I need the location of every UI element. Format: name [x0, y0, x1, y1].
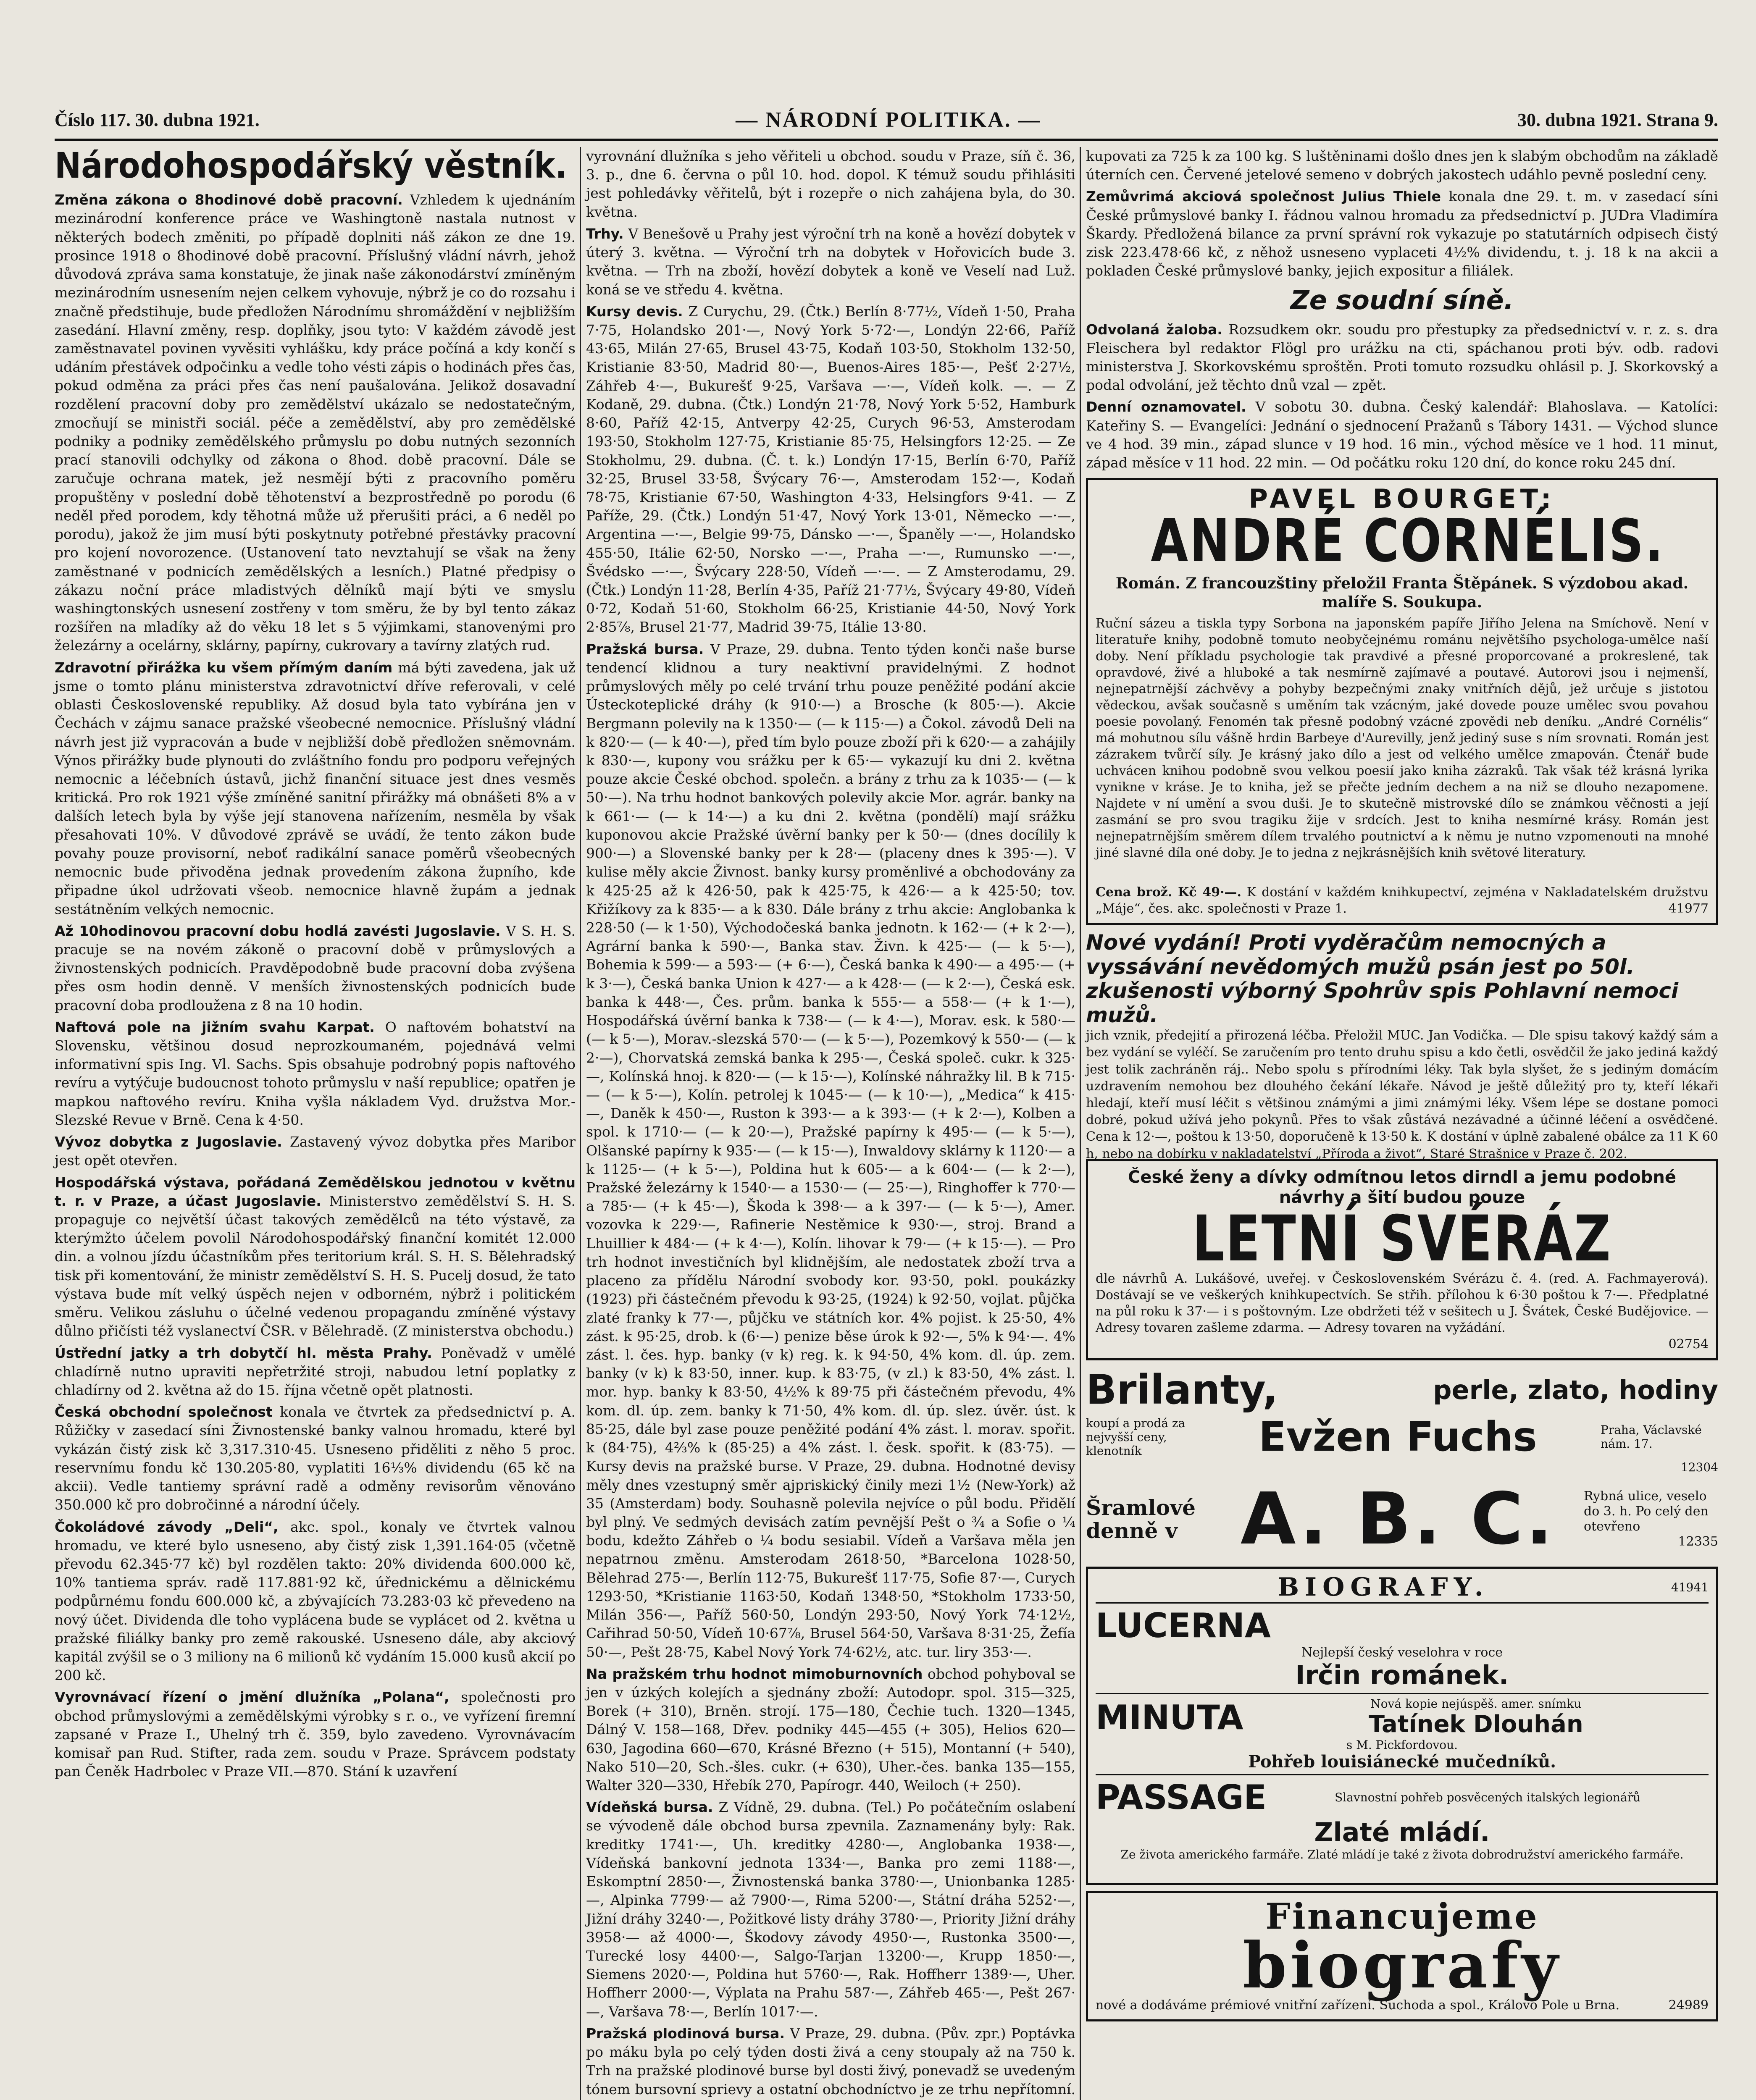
ad-price-text: K dostání v každém knihkupectví, zejména v Nakladatelském družstvu „Máje“, čes. akc. společnosti v Praze 1. [1096, 885, 1709, 916]
cinema-passage-film: Zlaté mládí. [1314, 1817, 1490, 1848]
article [55, 922, 576, 1015]
ad-subtitle: Román. Z francouzštiny přeložil Franta Štěpánek. S výzdobou akad. malíře S. Soukupa. [1115, 575, 1689, 612]
article-text: V Praze, 29. dubna. Tento týden konči naše burse tendencí klidnou a tury neaktivní pravidelnými. Z hodnot průmyslových měly po celé trvání trhu pouze peněžité podání akcie Ústeckoteplické dráhy (k 910·—) a Brosche (k 805·—). Akcie Bergmann polevily na k 1350·— (— k 115·—) a Čokol. závodů Deli na k 820·— (— k 40·—), před tím bylo pouze zboží při k 620·— a zahájily k 830·—, kupony vou srážku per k 65·— vykazují ku dni 2. května pouze akcie České obchod. společn. a brány z trhu za k 1035·— (— k 50·—). Na trhu hodnot bankových polevily akcie Mor. agrár. banky na k 661·— (— k 14·—) a ku dni 2. května (pondělí) mají srážku kuponovou akcie Pražské úvěrní banky per k 50·— (dnes docílily k 900·—) a Slovenské banky per k 28·— (placeny dnes k 395·—). V kulise měly akcie Živnost. banky kursy proměnlivé a obchodovány za k 425·25 až k 426·50, pak k 425·75, k 426·— a k 425·50; tov. Křižíkovy za k 835·— a k 830. Dále brány z trhu akcie: Anglobanka k 228·50 (— k 1·50), Východočeská banka jednotn. k 162·— (+ k 2·—), Agrární banka k 590·—, Banka stav. Živn. k 425·— (— k 5·—), Bohemia k 599·— a 593·— (+ 6·—), Česká banka k 490·— a 495·— (+ k 3·—), Česká banka Union k 427·— a k 428·— (— k 2·—), Česká esk. banka k 448·—, Čes. prům. banka k 555·— a 558·— (+ k 1·—), Hospodářská úvěrní banka k 738·— (— k 4·—), Morav. esk. k 580·— (— k 5·—), Morav.-slezská 570·— (— k 5·—), Pozemkový k 550·— (— k 2·—), Chorvatská zemská banka k 295·—, Česká společ. cukr. k 325·—, Kolínská hnoj. k 820·— (— k 15·—), Kolínské náhražky lil. B k 715·— (— k 5·—), Kolín. petrolej k 1045·— (— k 10·—), „Medica“ k 415·—, Daněk k 450·—, Ruston k 393·— a k 393·— (+ k 2·—), Kolben a spol. k 1710·— (— k 20·—), Pražské papírny k 495·— (— k 5·—), Olšanské papírny k 935·— (— k 15·—), Inwaldovy sklárny k 1120·— a k 1125·— (+ k 5·—), Poldina hut k 605·— a k 604·— (— k 2·—), Pražské železárny k 1540·— a 1530·— (— 25·—), Ringhoffer k 770·— a 785·— (+ k 45·—), Škoda k 398·— a k 397·— (— k 5·—), Amer. vozovka k 229·—, Rafinerie Nestěmice k 930·—, stroj. Brand a Lhuillier k 484·— (+ k 4·—), Kolín. lihovar k 79·— (+ k 15·—). — Pro trh hodnot investičních byl klidnějším, ale nedostatek zboží trva a placeno za přídělu Národní svobody kor. 93·50, pokl. poukázky (1923) při částečném převodu k 93·25, (1924) k 92·50, vojlat. půjčka zlaté franky k 77·—, půjčku ve státních kor. 4% pojist. k 25·50, 4% zást. k 95·25, drob. k (6·—) penize běse úrok k 92·—, 5% k 94·—. 4% zást. l. čes. hyp. banky (v k) reg. k. k 94·50, 4% kom. dl. úp. zem. banky (v k) k 83·50, inner. kup. k 83·75, (v zl.) k 83·50, 4% zást. l. mor. hyp. banky k 83·50, 4½% k 89·75 při částečném převodu, 4% kom. dl. úp. zem. banky k 71·50, 4% kom. dl. úp. slez. úvěr. úst. k 85·25, dále byl zase pouze peněžité podání 4% zást. l. morav. spořit. k (84·75), 4⅔% k (85·25) a 4% zást. l. česk. spořit. k (83·75). — Kursy devis na pražské burse. V Praze, 29. dubna. Hodnotné devisy měly dnes vzestupný směr ajpriskický činily mezi 1½ (New-York) až 35 (Amsterdam) body. Souhasně polevila nejvíce o půl bodu. Přidělí byl plný. Ve sedmých devisách zatím pevnější Pešt o ¾ a Sofie o ¼ bodu, kdežto Záhřeb o ¼ bodu sesiabil. Vídeň a Varšava měla jen nepatrnou změnu. Amsterodam 2618·50, *Barcelona 1028·50, Bělehrad 275·—, Berlín 112·75, Bukurešť 117·75, Sofie 87·—, Curych 1293·50, *Kristianie 1163·50, Kodaň 1348·50, *Stokholm 1733·50, Milán 356·—, Paříž 560·50, Londýn 293·50, Nový York 74·12½, Cařihrad 50·50, Vídeň 10·67⅞, Brusel 564·50, Varšava 8·31·25, Žefía 50·—, Pešt 28·75, Kabel Nový York 74·62½, atc. tur. liry 353·—. [586, 640, 1076, 1660]
ad-price-line [1096, 884, 1709, 917]
cinema-minuta: MINUTA [1096, 1698, 1243, 1737]
article-heading: Ústřední jatky a trh dobytčí hl. města Prahy. [55, 1344, 432, 1361]
article-text: konala dne 29. t. m. v zasedací síni České průmyslové banky I. řádnou valnou hromadu za předsednictví p. JUDra Vladimíra Škardy. Předložená bilance za první správní rok vykazuje po statutárních odpisech čistý zisk 223.478·66 kč, z něhož usneseno vyplaceti 4½% dividendu, t. j. 18 k na akcii a pokladen České průmyslové banky, jejich expositur a filiálek. [1086, 188, 1718, 279]
ad-headline: České ženy a dívky odmítnou letos dirndl a jemu podobné návrhy a šití budou pouze [1128, 1168, 1676, 1208]
cinema-passage-small: Slavnostní pohřeb posvěcených italských legionářů [1335, 1790, 1640, 1805]
ad-code: 12335 [1678, 1534, 1718, 1549]
article [55, 1133, 576, 1170]
header-issue: Číslo 117. 30. dubna 1921. [55, 109, 260, 130]
page-header [55, 105, 1718, 134]
article-text: Ministerstvo zemědělství S. H. S. propaguje co největší účast takových zemědělců na této výstavě, za kterýmžto účelem povolil Národohospodářský finanční komitét 12.000 din. a volnou jízdu účastníkům přes teritorium král. S. H. S. Bělehradský tisk při komentování, že ministr zemědělství S. H. S. Pucelj dosud, že tato výstava bude mít velký úspěch nejen v odborném, nýbrž i politickém směru. Velikou zásluhu o účelné vedenou propagandu zmíněné výstavy důlno přičísti též vyslanectví ČSR. v Bělehradě. (Z ministerstva obchodu.) [55, 1192, 576, 1339]
ad-right-text-value: Rybná ulice, veselo do 3. h. Po celý den otevřeno [1583, 1489, 1709, 1534]
ad-name: Evžen Fuchs [1259, 1413, 1537, 1461]
ad-code: 41941 [1671, 1580, 1709, 1594]
article-heading: Odvolaná žaloba. [1086, 321, 1222, 338]
article-text: Poněvadž v umělé chladírně nutno upraviti nepřetržité stroji, nabudou letní poplatky z chladírny od 2. května až do 15. října včetně opět platnosti. [55, 1344, 576, 1398]
ad-body [1096, 1997, 1709, 2013]
article [55, 1688, 576, 1781]
ad-left-text: Šramlové denně v [1086, 1495, 1196, 1544]
article-text: obchod pohyboval se jen v úzkých kolejích a sjednány zboží: Autodopr. spol. 315—325, Borek (+ 310), Brněn. strojí. 175—180, Čechie tuch. 1320—1345, Dálný V. 158—168, Dřev. podniky 445—455 (+ 305), Helios 620—630, Jagodina 660—670, Krásné Březno (+ 515), Montanní (+ 540), Nako 510—20, Sch.-šles. cukr. (+ 630), Uher.-čes. banka 135—155, Walter 320—330, Hřebík 270, Papírogr. 440, Weiloch (+ 250). [586, 1665, 1075, 1794]
cinema-lucerna: LUCERNA [1096, 1606, 1271, 1646]
ad-body: dle návrhů A. Lukášové, uveřej. v Československém Svérázu č. 4. (red. A. Fachmayerová). Dostávají se ve veškerých knihkupectvích. Se střih. přílohou k 6·30 poštou k 7·—. Předplatné na půl roku k 37·— i s poštovným. Lze obdržeti též v sešitech u J. Švátek, České Budějovice. — Adresy tovaren zašleme zdarma. — Adresy tovaren na vyžádání. [1096, 1271, 1709, 1336]
article [55, 1173, 576, 1341]
ad-code: 02754 [1668, 1337, 1709, 1352]
ad-headline: Financujeme [1265, 1895, 1539, 1937]
article-heading: Na pražském trhu hodnot mimoburnovních [586, 1665, 923, 1682]
cinema-minuta-program [1243, 1697, 1709, 1738]
article-heading: Vyrovnávací řízení o jmění dlužníka „Polana“, [55, 1689, 450, 1706]
section-title: Národohospodářský věstník. [55, 145, 568, 186]
article [586, 2024, 1075, 2100]
article-text: společnosti pro obchod průmyslovými a zemědělskými výrobky s r. o., ve vyřízení firemní zapsané v Praze I., Uhelný trh č. 359, bylo zavedeno. Vyrovnávacím komisař pan Rud. Stifter, rada zem. soudu v Praze. Správcem podstaty pan Čeněk Hadrbolec v Praze VII.—870. Stání k uzavření [55, 1689, 576, 1780]
article-text: Zastavený vývoz dobytka přes Maribor jest opět otevřen. [55, 1134, 576, 1169]
ad-code: 12304 [1680, 1460, 1718, 1475]
article-text: má býti zavedena, jak už jsme o tomto plánu ministerstva zdravotnictví dříve referovali, v celé oblasti Československé republiky. Až dosud byla tato vybírána jen v Čechách v zájmu sanace pražské všeobecné nemocnice. Příslušný vládní návrh jest již vypracován a bude v nejbližší době předložen sněmovnám. Výnos přirážky bude plynouti do zvláštního fondu pro podporu veřejných nemocnic a léčebních ústavů, jichž finanční situace jest dnes vesměs kritická. Pro rok 1921 výše zmíněné sanitní přirážky má obnášeti 8% a v dalších letech byla by výše její stanovena nařízením, nesměla by však přesahovati 10%. V důvodové zprávě se uvádí, že tento zákon bude povahy pouze provisorní, neboť radikální sanace poměrů všeobecných nemocnic bude přivoděna jednak provedením zákona župního, kde připadne úkol udržovati všeob. nemocnice hlavně župám a jednak sestátněním velkých nemocnic. [55, 659, 576, 917]
header-rule [55, 139, 1718, 141]
ad-title: biografy [1243, 1929, 1561, 2003]
article-heading: Až 10hodinovou pracovní dobu hodlá zavésti Jugoslavie. [55, 922, 501, 939]
column-3 [1086, 147, 1718, 2100]
article [55, 191, 576, 655]
ad-title: LETNÍ SVÉRÁZ [1192, 1202, 1612, 1276]
article-heading: Kursy devis. [586, 303, 683, 320]
cinema-minuta-sub: s M. Pickfordovou. [1346, 1738, 1458, 1752]
cinema-minuta-film2: Pohřeb louisiánecké mučedníků. [1248, 1752, 1556, 1772]
article-heading: Česká obchodní společnost [55, 1404, 273, 1420]
article-heading: Hospodářská výstava, pořádaná Zemědělskou jednotou v květnu t. r. v Praze, a účast Jugoslavie. [55, 1174, 576, 1209]
article [1086, 398, 1718, 472]
article [586, 147, 1075, 221]
article [586, 1798, 1075, 2021]
cinema-minuta-small: Nová kopie nejúspěš. amer. snímku [1370, 1697, 1582, 1711]
article [55, 1518, 576, 1685]
ad-title: A. B. C. [1240, 1478, 1556, 1561]
advertisement-jeweller [1086, 1366, 1718, 1474]
article [586, 225, 1075, 299]
article [1086, 320, 1718, 395]
advertisement-cinemas [1086, 1567, 1718, 1885]
article [1086, 187, 1718, 280]
ad-small-text: koupí a prodá za nejvyšší ceny, klenotník [1086, 1416, 1186, 1458]
article-text: vyrovnání dlužníka s jeho věřiteli u obchod. soudu v Praze, síň č. 36, 3. p., dne 6. června o půl 10. hod. dopol. K témuž soudu přihlásiti jest pohledávky věřitelů, být i rozepře o nich zahájena byla, do 30. května. [586, 148, 1075, 220]
article-heading: Zdravotní přirážka ku všem přímým daním [55, 659, 393, 676]
ad-right-text [1584, 1489, 1718, 1549]
article-text: akc. spol., konaly ve čtvrtek valnou hromadu, ve které bylo usneseno, aby čistý zisk 1,391.164·05 (včetně převodu 62.345·77 kč) byl rozdělen takto: 20% dividenda 600.000 kč, 10% tantiema správ. radě 117.881·92 kč, úřednickému a dělnickému podpůrnému fondu 600.000 kč, a zbývajících 73.283·03 kč převedeno na nový účet. Dividenda dle toho vyplácena bude se vyplácet od 2. května u pražské filiálky banky pro země rakouské. Usneseno dále, aby akciový kapitál zvýšil se o 3 miliony na 6 milionů kč vydáním 15.000 kusů akcií po 200 kč. [55, 1518, 576, 1684]
article [586, 1665, 1075, 1795]
ad-word-brilanty: Brilanty, [1086, 1366, 1278, 1414]
article-heading: Zemůvrimá akciová společnost Julius Thiele [1086, 188, 1441, 205]
ad-book-title: ANDRÉ CORNÉLIS. [1151, 507, 1665, 576]
ad-body-text: nové a dodáváme prémiové vnitřní zařízení. Suchoda a spol., Královo Pole u Brna. [1096, 1998, 1620, 2013]
article-text: V S. H. S. pracuje se na novém zákoně o pracovní době v průmyslových a živnostenských podnicích. Pravděpodobně bude pracovní doba zvýšena přes osm hodin denně. V menších živnostenských podnicích bude pracovní doba prodloužena z 8 na 10 hodin. [55, 922, 576, 1013]
ad-code: 24989 [1668, 1998, 1709, 2013]
article [55, 1018, 576, 1129]
article-heading: Pražská plodinová bursa. [586, 2025, 785, 2042]
article-heading: Denní oznamovatel. [1086, 399, 1246, 415]
advertisement-fashion [1086, 1159, 1718, 1360]
ad-code: 41977 [1668, 901, 1709, 916]
cinema-passage-sub: Ze života amerického farmáře. Zlaté mládí je také z života dobrodružství amerického farmáře. [1120, 1848, 1684, 1862]
article-heading: Čokoládové závody „Deli“, [55, 1518, 279, 1535]
advertisement-finance [1086, 1891, 1718, 2021]
article [55, 1403, 576, 1514]
section-title-court: Ze soudní síně. [1290, 284, 1514, 315]
ad-price: Cena brož. Kč 49·—. [1096, 885, 1241, 900]
cinema-passage: PASSAGE [1096, 1778, 1267, 1817]
article-text: O naftovém bohatství na Slovensku, většinou dosud neprozkoumaném, pojednává velmi informativní spis Ing. Vl. Sachs. Spis obsahuje podrobný popis naftového revíru a vytýčuje budoucnost tohoto průmyslu v naší republice; opatřen je mapkou naftového revíru. Kniha vyšla nákladem Vyd. družstva Mor.-Slezské Revue v Brně. Cena k 4·50. [55, 1018, 576, 1128]
article-text: konala ve čtvrtek za předsednictví p. A. Růžičky v zasedací síni Živnostenské banky valnou hromadu, které byl vykázán čistý zisk kč 3,317.310·45. Usneseno přiděliti z něho 5 proc. reservnímu fondu kč 130.205·80, vyplatiti 16⅓% dividendu (65 kč na akcii). Vedle tantiemy správní radě a odměny revisorům věnováno 350.000 kč pro dobročinné a národní účely. [55, 1404, 576, 1513]
column-2 [586, 147, 1075, 2100]
article [586, 302, 1075, 637]
header-masthead: — NÁRODNÍ POLITIKA. — [736, 108, 1041, 132]
column-1 [55, 147, 576, 2100]
article-text: Rozsudkem okr. soudu pro přestupky za předsednictví v. r. z. s. dra Fleischera byl redaktor Flögl pro urážku na cti, spáchanou proti býv. odb. radovi ministerstva J. Skorkovskému sproštěn. Proti tomuto rozsudku ohlásil p. J. Skorkovský a podal odvolání, jež těchto dnů vzal — zpět. [1086, 321, 1718, 394]
ad-word-items: perle, zlato, hodiny [1433, 1374, 1718, 1405]
advertisement-health-book [1086, 930, 1718, 1161]
cinema-lucerna-film: Irčin románek. [1295, 1660, 1509, 1691]
ad-body: Ruční sázeu a tiskla typy Sorbona na japonském papíře Jiřího Jelena na Smíchově. Není v literatuře knihy, podobně tomuto neobyčejnému románu největšího psychologa-umělce naší doby. Není příkladu psychologie tak pravdivé a přesné proporcované a prokreslené, tak opravdové, živé a hluboké a tak nesmírně zajímavé a poutavé. Autorovi jsou i nejmenší, nejnepatrnější záchvěvy a pohyby bezpečnými znaky vnitřních dějů, jež určuje s jistotou vědeckou, avšak současně s uměním tak vzácným, jaké dovede pouze umělec svou povahou poesie povolaný. Fenomén tak přesně podobný vzácné zpovědi neb deníku. „André Cornélis“ má mohutnou sílu vášně hrdin Barbeye d'Aurevilly, jenž jediný suse s ním srovnati. Román jest zázrakem tvůrčí síly. Je krásný jako dílo a jest od velkého umělce zmapován. Čtenář bude uchvácen knihou podobně svou velkou poesií jako kniha zázraků. Tak však též krásná lyrika vynikne v kráse. Je to kniha, jež se přečte jedním dechem a na niž se dlouho nezapomene. Najdete v ní umění a svou duši. Je to skutečně mistrovské dílo se známkou věčnosti a její zasmání se pro svou tragiku žije v srdcích. Jest to kniha nesmírné krásy. Román jest nejnepatrnějším směrem dílem trvalého poutnictví a k němu je nutno vzpomenouti na mnohé jiné slavné díla oné doby. Je to jedna z nejkrásnějších knih světové literatury. [1096, 616, 1709, 861]
article-heading: Vývoz dobytka z Jugoslavie. [55, 1134, 282, 1150]
ad-headline: Nové vydání! Proti vyděračům nemocných a vyssávání nevědomých mužů psán jest po 50l. zkušenosti výborný Spohrův spis Pohlavní nemoci mužů. [1086, 930, 1679, 1027]
article-text: V Praze, 29. dubna. (Pův. zpr.) Poptávka po máku byla po celý týden dosti živá a ceny stoupaly až na 750 k. Trh na pražské plodinové burse byl dosti živý, ponevadž se uvedeným tónem bursovní sprievy a ostatní obchodníctvo je ze trhu nepřítomní. [586, 2025, 1075, 2097]
column-divider [1080, 147, 1081, 2100]
article-heading: Trhy. [586, 225, 624, 242]
article-heading: Změna zákona o 8hodinové době pracovní. [55, 192, 403, 208]
advertisement-abc [1086, 1478, 1718, 1561]
article-text: Vzhledem k ujednáním mezinárodní konference práce ve Washingtoně nastala nutnost v některých bodech změniti, po případě doplniti náš zákon ze dne 19. prosince 1918 o 8hodinové době pracovní. Příslušný vládní návrh, jehož důvodová zpráva sama konstatuje, že jinak naše zákonodárství zmíněným mezinárodním usnesením nejen celkem vyhovuje, nýbrž je co do rozsahu i značně předstihuje, bude předložen Národnímu shromáždění v nejbližším zasedání. Hlavní změny, resp. doplňky, jsou tyto: V každém závodě jest zaměstnavatel povinen vyvěsiti vyhlášku, kdy práce počíná a kdy končí s udáním přestávek odpočinku a vedle toho vésti zápis o hodinách přes čas, pokud odměna za práci přes čas není paušalována. Jelikož dosavadní rozdělení pracovní doby pro zemědělství ukázalo se nedostatečným, zmocňují se ministři sociál. péče a zemědělství, aby pro zemědělské podniky a podniky zemědělského průmyslu po dobu nutných sezonních prací stanovili odchylky od zákona o 8hod. době pracovní. Dále se zaručuje ochrana matek, jež nesmějí býti z pracovního poměru propuštěny v poslední době těhotenství a bezprostředně po porodu (6 neděl před porodem, kdy těhotná může už přerušiti práci, a 6 neděl po porodu), jakož že jim musí býti poskytnuty potřebné přestávky pracovní pro kojení novorozence. (Ustanovení tato nevztahují se však na ženy zaměstnané v podnicích zemědělských a lesních.) Platné předpisy o zákazu noční práce mladistvých dělníků mají býti ve smyslu washingtonských usnesení zostřeny v tom směru, že by byl tento zákaz rozšířen na mladíky až do věku 18 let s 5 výjimkami, stanovenými pro železárny a ocelárny, sklárny, papírny, cukrovary a tavírny zlatých rud. [55, 192, 576, 654]
article-heading: Naftová pole na jižním svahu Karpat. [55, 1018, 375, 1035]
article-heading: Pražská bursa. [586, 640, 704, 657]
article-text: V sobotu 30. dubna. Český kalendář: Blahoslava. — Katolíci: Kateřiny S. — Evangelíci: Jednání o sjednocení Pražanů s Tábory 1431. — Východ slunce ve 4 hod. 39 min., západ slunce v 19 hod. 16 min., východ měsíce ve 1 hod. 11 minut, západ měsíce v 11 hod. 22 min. — Od počátku roku 120 dní, do konce roku 245 dní. [1086, 399, 1719, 471]
article [55, 659, 576, 919]
ad-author: PAVEL BOURGET: [1249, 483, 1556, 514]
cinema-minuta-film: Tatínek Dlouhán [1368, 1711, 1583, 1738]
article-heading: Vídeňská bursa. [586, 1799, 713, 1816]
ad-address: Praha, Václavské nám. 17. [1601, 1423, 1702, 1451]
header-date-page: 30. dubna 1921. Strana 9. [1517, 109, 1718, 130]
cinema-lucerna-sub: Nejlepší český veselohra v roce [1301, 1645, 1503, 1660]
article-text: Z Vídně, 29. dubna. (Tel.) Po počátečním oslabení se vývodeně dále obchod bursa zpevnila. Zaznamenány byly: Rak. kreditky 1741·—, Uh. kreditky 4280·—, Anglobanka 1938·—, Vídeňská bankovní jednota 1334·—, Banka pro zemi 1188·—, Eskomptní 2850·—, Živnostenská banka 3780·—, Unionbanka 1285·—, Alpinka 7799·— až 7900·—, Rima 5200·—, Státní dráha 5252·—, Jižní dráhy 3240·—, Požitkové listy dráhy 3780·—, Priority Jižní dráhy 3958·— až 4000·—, Škodovy závody 4950·—, Rustonka 3500·—, Turecké losy 4400·—, Salgo-Tarjan 13200·—, Krupp 1850·—, Siemens 2020·—, Poldina hut 5760·—, Rak. Hoffherr 1389·—, Uher. Hoffherr 2000·—, Výplata na Prahu 587·—, Záhřeb 465·—, Pešt 267·—, Varšava 78·—, Berlín 1017·—. [586, 1799, 1076, 2020]
article-text: kupovati za 725 k za 100 kg. S luštěninami došlo dnes jen k slabým obchodům na základě úterních cen. Červené jetelové semeno v dobrých jakostech udáhlo pevně poslední ceny. [1086, 148, 1718, 183]
ad-title: BIOGRAFY. [1278, 1572, 1489, 1602]
article [1086, 147, 1718, 184]
ad-body: jich vznik, předejití a přirozená léčba. Přeložil MUC. Jan Vodička. — Dle spisu takový každý sám a bez vydání se vyléčí. Se zaručením pro tento druhu spisu a kdo četli, osvědčil že jako jediná každý jest tolik zachráněn ráj.. Nebo spolu s přírodními léky. Tak byla slyšet, že s jediným domácím uzdravením nemohou bez dlouhého čekání lékaře. Návod je ještě důležitý pro ty, kteří lékaři hledají, kteří musí léčit s většinou známými a jimi známými léky. Všem lépe se dostane pomoci dobré, pokud užívá jeho pokynů. Přes to však zůstává nezávadné a účinné léčení a osvědčené. Cena k 12·—, poštou k 13·50, doporučeně k 13·50 k. K dostání v úplně zabalené obálce za 11 K 60 h, nebo na dobírku v nakladatelství „Příroda a život“, Staré Strašnice v Praze č. 202. [1086, 1028, 1718, 1161]
article-text: Z Curychu, 29. (Čtk.) Berlín 8·77½, Vídeň 1·50, Praha 7·75, Holandsko 201·—, Nový York 5·72·—, Londýn 22·66, Paříž 43·65, Milán 27·65, Brusel 43·75, Kodaň 103·50, Stokholm 132·50, Kristianie 83·50, Madrid 80·—, Buenos-Aires 185·—, Pešť 2·27½, Záhřeb 4·—, Bukurešť 9·25, Varšava —·—, Vídeň kolk. —. — Z Kodaně, 29. dubna. (Čtk.) Londýn 21·78, Nový York 5·52, Hamburk 8·60, Paříž 42·15, Antverpy 42·25, Curych 96·53, Amsterodam 193·50, Stokholm 127·75, Kristianie 85·75, Helsingfors 12·25. — Ze Stokholmu, 29. dubna. (Č. t. k.) Londýn 17·15, Berlín 6·70, Paříž 32·25, Brusel 33·58, Švýcary 76·—, Amsterodam 152·—, Kodaň 78·75, Kristianie 67·50, Washington 4·33, Helsingfors 9·41. — Z Paříže, 29. (Čtk.) Londýn 51·47, Nový York 13·01, Německo —·—, Argentina —·—, Belgie 99·75, Dánsko —·—, Španěly —·—, Holandsko 455·50, Itálie 62·50, Norsko —·—, Praha —·—, Rumunsko —·—, Švédsko —·—, Švýcary 228·50, Vídeň —·—. — Z Amsterodamu, 29. (Čtk.) Londýn 11·28, Berlín 4·35, Paříž 21·77½, Švýcary 49·80, Vídeň 0·72, Kodaň 51·60, Stokholm 66·25, Kristianie 44·50, Nový York 2·85⅞, Brusel 21·77, Madrid 39·75, Itálie 13·80. [586, 303, 1075, 635]
article [586, 640, 1075, 1662]
column-divider [580, 147, 581, 2100]
article-text: V Benešově u Prahy jest výroční trh na koně a hovězí dobytek v úterý 3. května. — Výroční trh na dobytek v Hořovicích bude 3. května. — Trh na zboží, hovězí dobytek a koně ve Veselí nad Luž. koná se ve středu 4. května. [586, 225, 1075, 298]
article [55, 1344, 576, 1400]
advertisement-book [1086, 478, 1718, 925]
